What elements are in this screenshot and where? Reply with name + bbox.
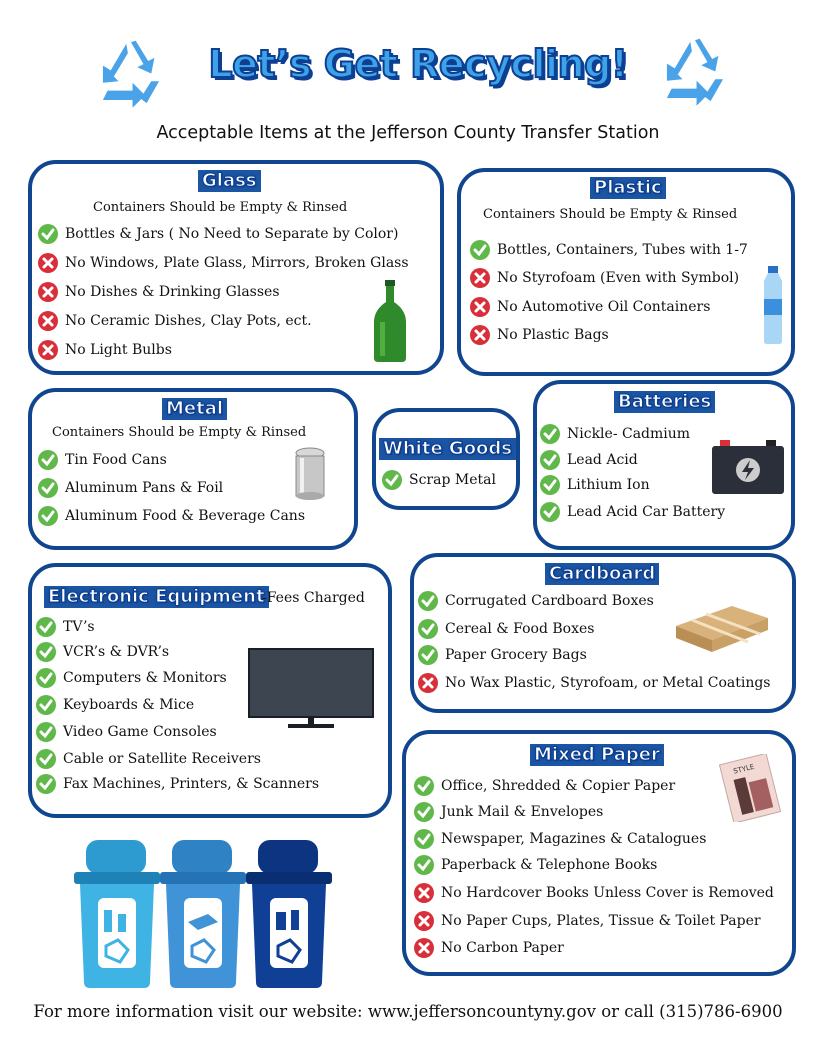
- x-icon: [38, 282, 58, 302]
- check-icon: [414, 802, 434, 822]
- check-icon: [38, 506, 58, 526]
- check-icon: [36, 722, 56, 742]
- electronics-item: Video Game Consoles: [36, 722, 217, 742]
- mixed-paper-title: Mixed Paper: [530, 744, 664, 766]
- battery-item: Lead Acid: [540, 450, 638, 470]
- paper-item: No Paper Cups, Plates, Tissue & Toilet Paper: [414, 911, 761, 931]
- paper-item: Junk Mail & Envelopes: [414, 802, 603, 822]
- magazine-label: STYLE: [732, 762, 756, 776]
- battery-item: Lead Acid Car Battery: [540, 502, 725, 522]
- check-icon: [382, 470, 402, 490]
- glass-item: No Ceramic Dishes, Clay Pots, ect.: [38, 311, 312, 331]
- check-icon: [414, 829, 434, 849]
- bin-dark-blue: [246, 840, 332, 988]
- check-icon: [418, 591, 438, 611]
- page-title: Let’s Get Recycling!: [208, 42, 628, 86]
- check-icon: [36, 774, 56, 794]
- x-icon: [414, 938, 434, 958]
- car-battery-icon: [710, 438, 786, 496]
- recycle-icon-left: [92, 36, 170, 114]
- electronics-item: Cable or Satellite Receivers: [36, 749, 261, 769]
- cardboard-title: Cardboard: [545, 563, 659, 585]
- x-icon: [414, 883, 434, 903]
- glass-title: Glass: [198, 170, 261, 192]
- white-goods-title: White Goods: [379, 438, 516, 460]
- metal-note: Containers Should be Empty & Rinsed: [52, 425, 307, 440]
- glass-item: No Windows, Plate Glass, Mirrors, Broken Glass: [38, 253, 409, 273]
- check-icon: [470, 240, 490, 260]
- x-icon: [38, 340, 58, 360]
- glass-bottle-icon: [372, 278, 408, 364]
- cardboard-bundle-icon: [672, 596, 772, 656]
- plastic-item: No Automotive Oil Containers: [470, 297, 710, 317]
- x-icon: [418, 673, 438, 693]
- check-icon: [540, 475, 560, 495]
- tin-can-icon: [294, 446, 326, 502]
- paper-item: Paperback & Telephone Books: [414, 855, 657, 875]
- electronics-item: Fax Machines, Printers, & Scanners: [36, 774, 319, 794]
- cardboard-item: No Wax Plastic, Styrofoam, or Metal Coatings: [418, 673, 771, 693]
- check-icon: [418, 645, 438, 665]
- battery-item: Nickle- Cadmium: [540, 424, 690, 444]
- plastic-item: No Styrofoam (Even with Symbol): [470, 268, 739, 288]
- fees-label: -Fees Charged: [262, 590, 365, 606]
- check-icon: [38, 224, 58, 244]
- bin-light-blue: [74, 840, 160, 988]
- electronics-item: VCR’s & DVR’s: [36, 642, 169, 662]
- glass-item: No Light Bulbs: [38, 340, 172, 360]
- recycling-bins-illustration: [72, 838, 332, 990]
- plastic-title: Plastic: [590, 177, 666, 199]
- electronics-item: Computers & Monitors: [36, 668, 227, 688]
- plastic-item: Bottles, Containers, Tubes with 1-7: [470, 240, 748, 260]
- glass-item: No Dishes & Drinking Glasses: [38, 282, 280, 302]
- check-icon: [36, 749, 56, 769]
- metal-item: Aluminum Pans & Foil: [38, 478, 223, 498]
- plastic-note: Containers Should be Empty & Rinsed: [483, 207, 738, 222]
- cardboard-item: Paper Grocery Bags: [418, 645, 587, 665]
- check-icon: [540, 450, 560, 470]
- plastic-bottle-icon: [760, 265, 786, 345]
- check-icon: [414, 776, 434, 796]
- white-goods-item: Scrap Metal: [382, 470, 496, 490]
- paper-item: No Hardcover Books Unless Cover is Removed: [414, 883, 774, 903]
- check-icon: [38, 450, 58, 470]
- electronics-item: Keyboards & Mice: [36, 695, 194, 715]
- x-icon: [470, 325, 490, 345]
- x-icon: [470, 297, 490, 317]
- check-icon: [38, 478, 58, 498]
- paper-item: Office, Shredded & Copier Paper: [414, 776, 675, 796]
- metal-title: Metal: [162, 398, 227, 420]
- paper-item: No Carbon Paper: [414, 938, 564, 958]
- electronics-item: TV’s: [36, 617, 95, 637]
- x-icon: [38, 311, 58, 331]
- x-icon: [38, 253, 58, 273]
- x-icon: [414, 911, 434, 931]
- check-icon: [540, 502, 560, 522]
- check-icon: [36, 695, 56, 715]
- magazine-icon: [718, 754, 784, 822]
- check-icon: [414, 855, 434, 875]
- tv-icon: [248, 648, 374, 732]
- metal-item: Aluminum Food & Beverage Cans: [38, 506, 305, 526]
- check-icon: [540, 424, 560, 444]
- electronics-title: Electronic Equipment: [44, 586, 269, 608]
- glass-item: Bottles & Jars ( No Need to Separate by Color): [38, 224, 398, 244]
- metal-item: Tin Food Cans: [38, 450, 167, 470]
- battery-item: Lithium Ion: [540, 475, 650, 495]
- recycle-icon-right: [656, 34, 734, 112]
- paper-item: Newspaper, Magazines & Catalogues: [414, 829, 706, 849]
- cardboard-item: Cereal & Food Boxes: [418, 619, 594, 639]
- x-icon: [470, 268, 490, 288]
- plastic-item: No Plastic Bags: [470, 325, 609, 345]
- batteries-title: Batteries: [614, 391, 715, 413]
- cardboard-item: Corrugated Cardboard Boxes: [418, 591, 654, 611]
- bin-mid-blue: [160, 840, 246, 988]
- check-icon: [36, 617, 56, 637]
- glass-note: Containers Should be Empty & Rinsed: [93, 200, 348, 215]
- check-icon: [36, 642, 56, 662]
- check-icon: [418, 619, 438, 639]
- footer-contact: For more information visit our website: www.jeffersoncountyny.gov or call (315)786-6900: [33, 1002, 783, 1021]
- check-icon: [36, 668, 56, 688]
- subtitle: Acceptable Items at the Jefferson County Transfer Station: [156, 123, 660, 143]
